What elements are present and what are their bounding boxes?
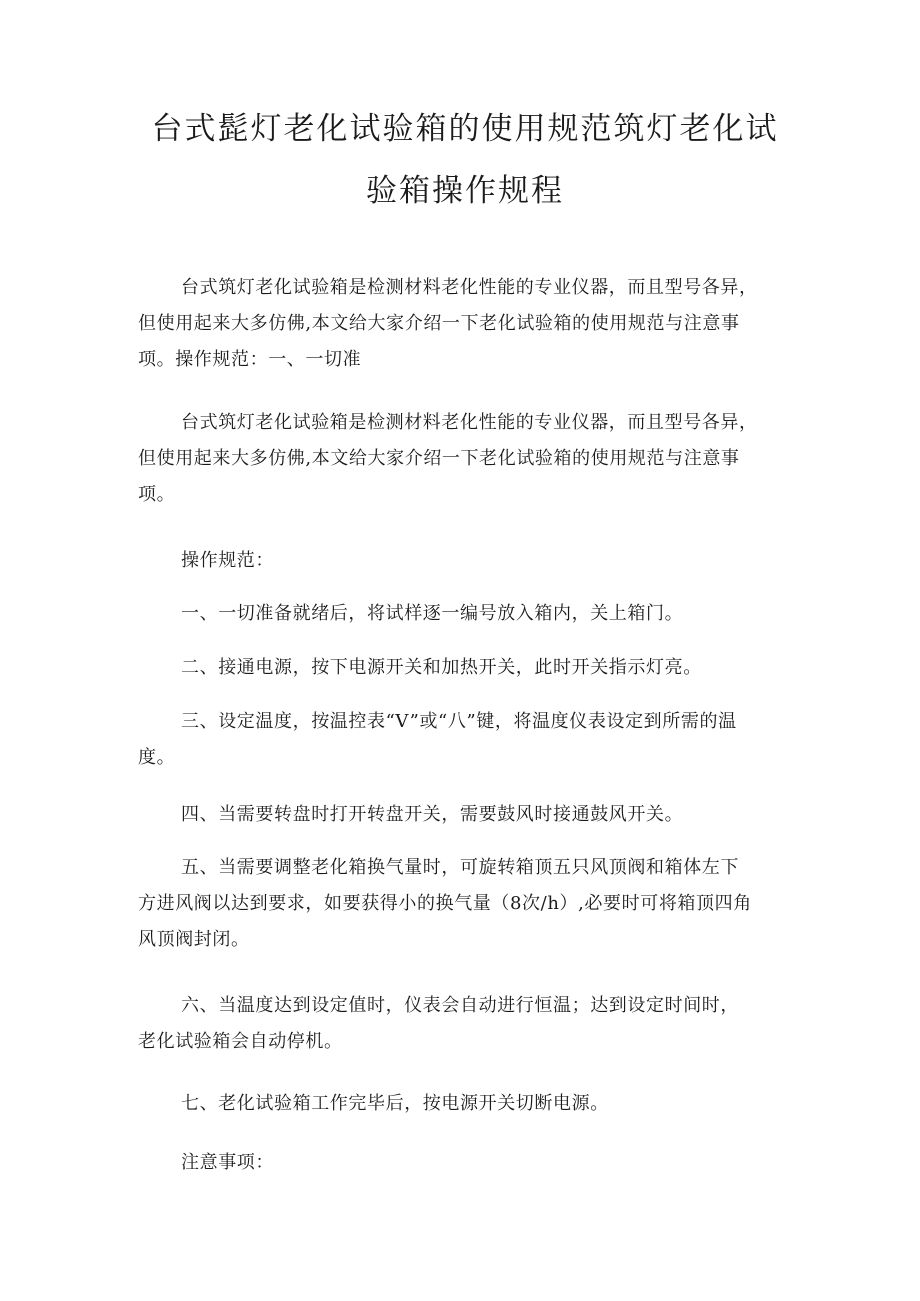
paragraph-line: 二、接通电源，按下电源开关和加热开关，此时开关指示灯亮。 [181,657,702,678]
step-7 [138,1086,798,1122]
paragraph-line: 注意事项： [181,1152,274,1173]
paragraph-line: 操作规范： [181,550,274,571]
paragraph-line: 五、当需要调整老化箱换气量时，可旋转箱顶五只风顶阀和箱体左下 [181,857,739,878]
section-heading-operating-rules [138,543,798,579]
paragraph-line: 七、老化试验箱工作完毕后，按电源开关切断电源。 [181,1093,609,1114]
paragraph-line: 三、设定温度，按温控表“V”或“八”键，将温度仪表设定到所需的温 [181,711,737,732]
paragraph-line: 但使用起来大多仿佛,本文给大家介绍一下老化试验箱的使用规范与注意事 [138,313,740,334]
paragraph-line: 方进风阀以达到要求，如要获得小的换气量（8次/h）,必要时可将箱顶四角 [138,893,752,914]
step-2 [138,650,798,686]
paragraph-line: 但使用起来大多仿佛,本文给大家介绍一下老化试验箱的使用规范与注意事 [138,448,740,469]
section-heading-precautions [138,1145,798,1181]
intro-paragraph-1 [138,270,798,378]
paragraph-line: 度。 [138,747,176,768]
step-4 [138,797,798,833]
paragraph-line: 一、一切准备就绪后，将试样逐一编号放入箱内，关上箱门。 [181,603,684,624]
paragraph-line: 六、当温度达到设定值时，仪表会自动进行恒温；达到设定时间时， [181,995,739,1016]
paragraph-line: 台式筑灯老化试验箱是检测材料老化性能的专业仪器，而且型号各异， [181,277,758,298]
step-1 [138,596,798,632]
paragraph-line: 项。 [138,484,176,505]
step-6 [138,988,798,1060]
step-5 [138,850,798,958]
intro-paragraph-2 [138,405,798,513]
paragraph-line: 项。操作规范：一、一切准 [138,349,362,370]
document-title-line-2: 验箱操作规程 [366,173,564,209]
paragraph-line: 台式筑灯老化试验箱是检测材料老化性能的专业仪器，而且型号各异， [181,412,758,433]
document-title-line-1: 台式髭灯老化试验箱的使用规范筑灯老化试 [151,111,779,147]
step-3 [138,704,798,776]
paragraph-line: 老化试验箱会自动停机。 [138,1031,343,1052]
paragraph-line: 风顶阀封闭。 [138,929,250,950]
paragraph-line: 四、当需要转盘时打开转盘开关，需要鼓风时接通鼓风开关。 [181,804,684,825]
